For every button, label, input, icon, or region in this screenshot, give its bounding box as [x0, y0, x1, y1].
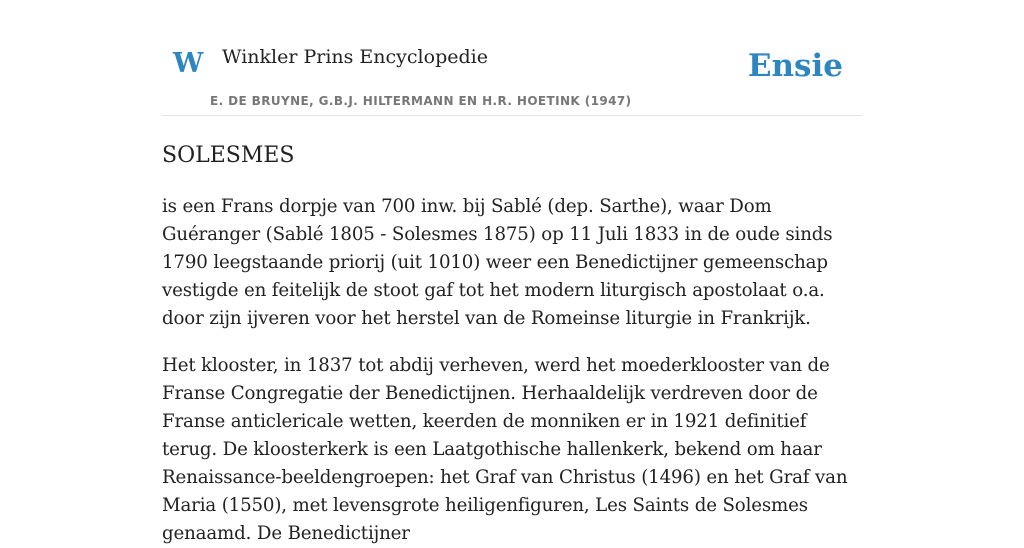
- article-paragraph-1: is een Frans dorpje van 700 inw. bij Sablé (dep. Sarthe), waar Dom Guéranger (Sablé 1805 - Solesmes 1875) op 11 Juli 1833 in de oude sinds 1790 leegstaande priorij (uit 1010) weer een Benedictijner gemeenschap vestigde en feitelijk de stoot gaf tot het modern liturgisch apostolaat o.a. door zijn ijveren voor het herstel van de Romeinse liturgie in Frankrijk.: [162, 196, 833, 329]
- article-paragraph-2: Het klooster, in 1837 tot abdij verheven, werd het moederklooster van de Franse Congregatie der Benedictijnen. Herhaaldelijk verdreven door de Franse anticlericale wetten, keerden de monniken er in 1921 definitief terug. De kloosterkerk is een Laatgothische hallenkerk, bekend om haar Renaissance-beeldengroepen: het Graf van Christus (1496) en het Graf van Maria (1550), met levensgrote heiligenfiguren, Les Saints de Solesmes genaamd. De Benedictijner: [162, 355, 848, 544]
- authors-line: E. DE BRUYNE, G.B.J. HILTERMANN EN H.R. HOETINK (1947): [210, 94, 632, 108]
- entry-title: SOLESMES: [162, 143, 295, 168]
- header: [162, 0, 862, 116]
- ensie-logo-link[interactable]: Ensie: [747, 48, 843, 84]
- publication-title[interactable]: Winkler Prins Encyclopedie: [222, 46, 488, 68]
- publication-logo-icon[interactable]: W: [173, 48, 204, 79]
- page-container: [162, 0, 862, 548]
